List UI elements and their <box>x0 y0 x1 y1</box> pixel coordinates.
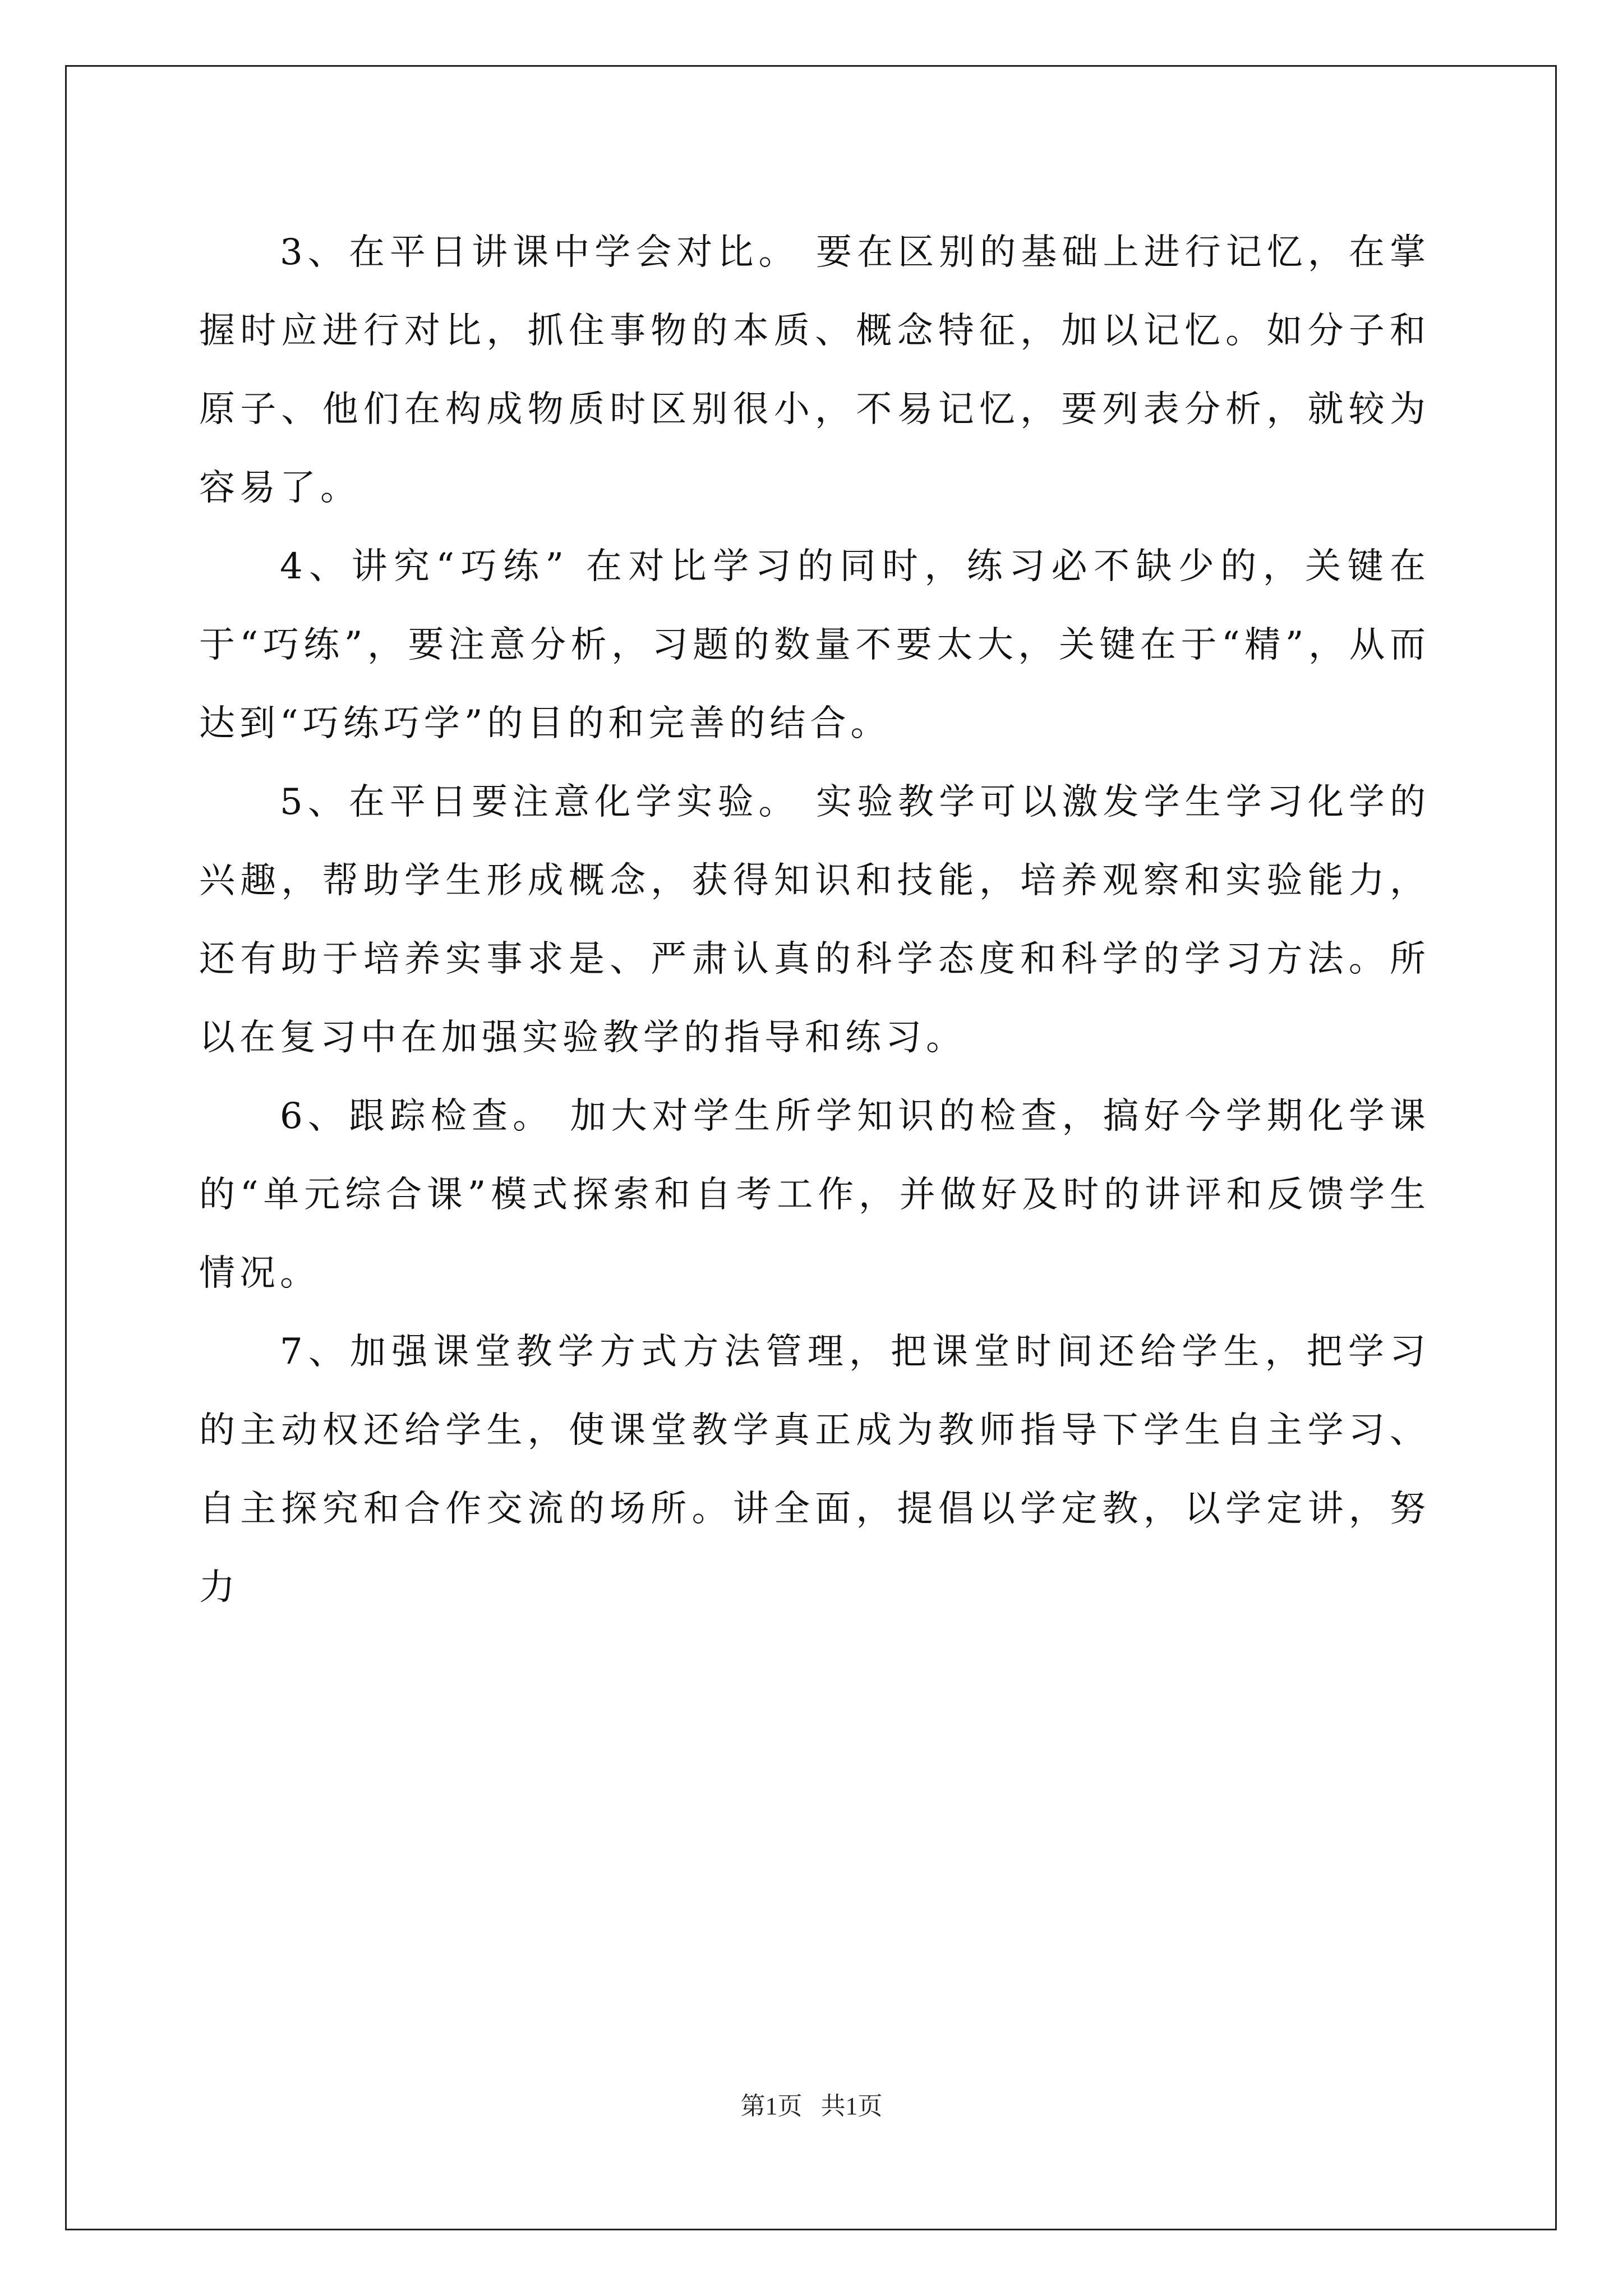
paragraph-3: 3、在平日讲课中学会对比。 要在区别的基础上进行记忆，在掌握时应进行对比，抓住事物的本质、概念特征，加以记忆。如分子和原子、他们在构成物质时区别很小，不易记忆，要列表分析，就较为容易了。 <box>199 232 1430 509</box>
document-body <box>199 213 1430 1627</box>
paragraph-5: 5、在平日要注意化学实验。 实验教学可以激发学生学习化学的兴趣，帮助学生形成概念，获得知识和技能，培养观察和实验能力，还有助于培养实事求是、严肃认真的科学态度和科学的学习方法。所以在复习中在加强实验教学的指导和练习。 <box>199 781 1430 1059</box>
paragraph-4: 4、讲究“巧练” 在对比学习的同时，练习必不缺少的，关键在于“巧练”，要注意分析，习题的数量不要太大，关键在于“精”，从而达到“巧练巧学”的目的和完善的结合。 <box>199 546 1430 744</box>
page-number-footer: 第1页 共1页 <box>740 2092 883 2120</box>
paragraph-7: 7、加强课堂教学方式方法管理，把课堂时间还给学生，把学习的主动权还给学生，使课堂教学真正成为教师指导下学生自主学习、自主探究和合作交流的场所。讲全面，提倡以学定教，以学定讲，努力 <box>199 1331 1430 1608</box>
paragraph-6: 6、跟踪检查。 加大对学生所学知识的检查，搞好今学期化学课的“单元综合课”模式探索和自考工作，并做好及时的讲评和反馈学生情况。 <box>199 1096 1430 1294</box>
